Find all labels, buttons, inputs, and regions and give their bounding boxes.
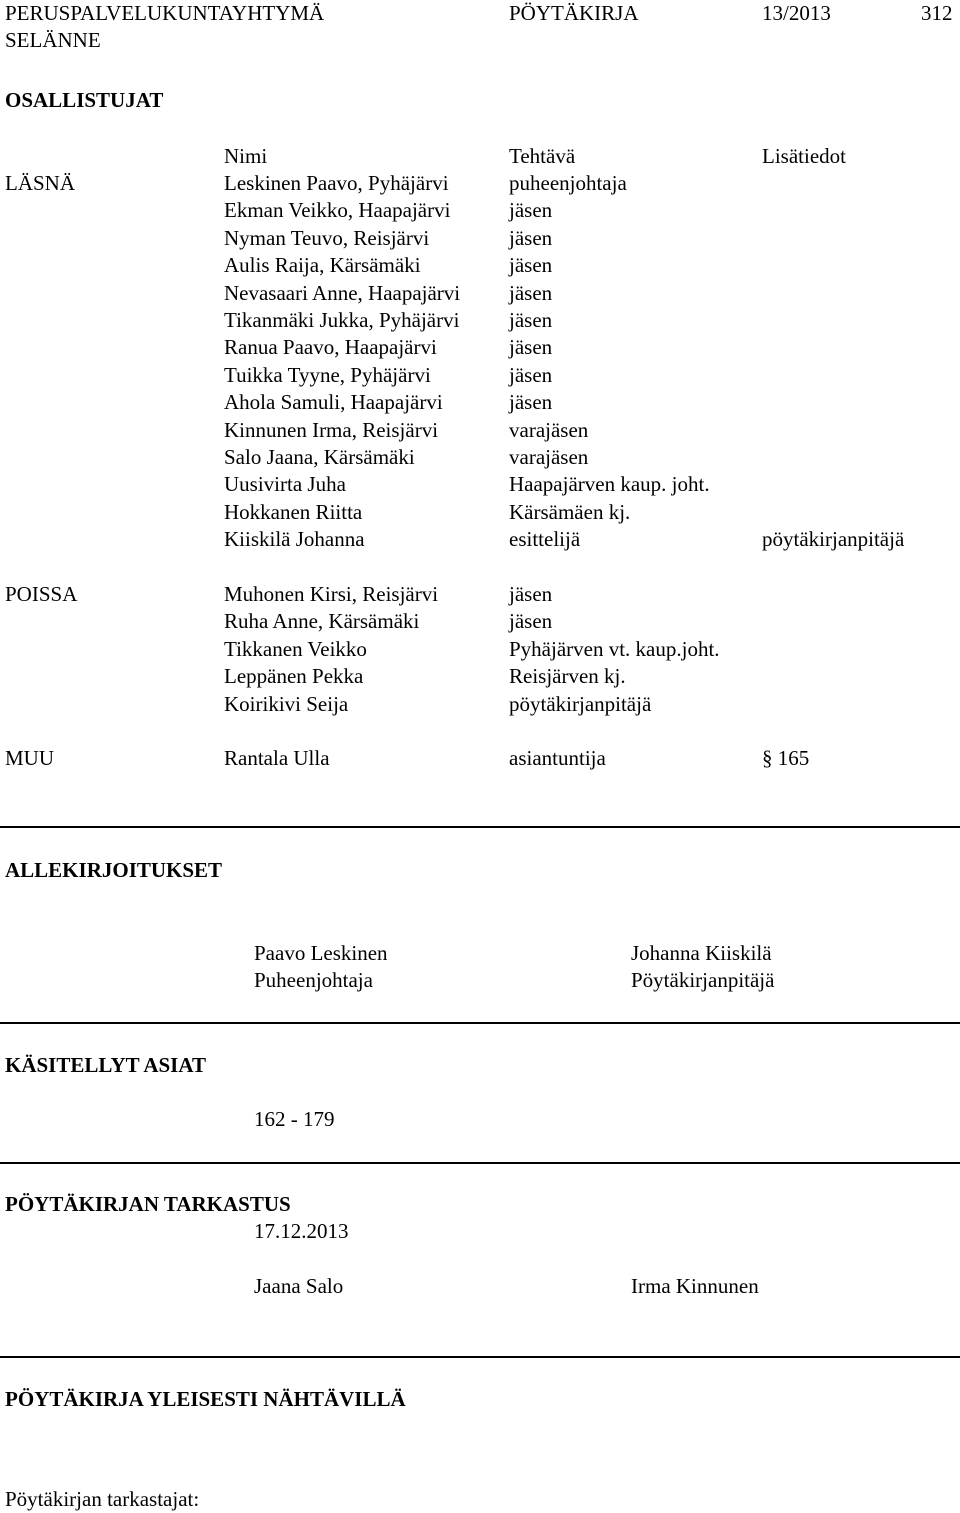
- review-heading: PÖYTÄKIRJAN TARKASTUS: [5, 1192, 291, 1216]
- issue-number: 13/2013: [762, 1, 831, 25]
- participant-name: Aulis Raija, Kärsämäki: [224, 253, 421, 278]
- items-heading: KÄSITELLYT ASIAT: [5, 1053, 206, 1077]
- other-role: asiantuntija: [509, 746, 606, 770]
- participant-role: jäsen: [509, 253, 553, 278]
- participant-role: jäsen: [509, 225, 553, 250]
- participant-role: jäsen: [509, 362, 553, 387]
- participant-name: Ahola Samuli, Haapajärvi: [224, 390, 443, 415]
- participant-role: varajäsen: [509, 445, 589, 469]
- participant-name: Ranua Paavo, Haapajärvi: [224, 335, 437, 360]
- reviewer-2: Irma Kinnunen: [631, 1274, 759, 1298]
- divider: [0, 1356, 960, 1358]
- participant-name: Koirikivi Seija: [224, 691, 349, 716]
- organization-name: PERUSPALVELUKUNTAYHTYMÄ: [5, 1, 325, 25]
- document-type: PÖYTÄKIRJA: [509, 1, 639, 25]
- participant-role: Reisjärven kj.: [509, 664, 626, 689]
- participant-name: Hokkanen Riitta: [224, 499, 363, 524]
- other-name: Rantala Ulla: [224, 746, 330, 770]
- absent-label: POISSA: [5, 582, 78, 606]
- other-label: MUU: [5, 746, 55, 770]
- column-header-info: Lisätiedot: [762, 144, 846, 168]
- participant-name: Uusivirta Juha: [224, 472, 346, 497]
- participant-name: Leskinen Paavo, Pyhäjärvi: [224, 171, 449, 195]
- participant-role: Kärsämäen kj.: [509, 499, 631, 524]
- participant-role: jäsen: [509, 308, 553, 332]
- divider: [0, 1022, 960, 1024]
- participant-name: Ekman Veikko, Haapajärvi: [224, 198, 451, 223]
- chair-title: Puheenjohtaja: [254, 968, 373, 992]
- secretary-title: Pöytäkirjanpitäjä: [631, 968, 775, 992]
- participant-name: Kinnunen Irma, Reisjärvi: [224, 417, 439, 442]
- participant-name: Nyman Teuvo, Reisjärvi: [224, 225, 430, 250]
- participant-name: Muhonen Kirsi, Reisjärvi: [224, 582, 439, 606]
- participant-role: varajäsen: [509, 417, 589, 442]
- column-header-name: Nimi: [224, 144, 268, 168]
- reviewer-1: Jaana Salo: [254, 1274, 344, 1298]
- participant-name: Kiiskilä Johanna: [224, 527, 365, 552]
- page-number: 312: [921, 1, 953, 25]
- secretary-name: Johanna Kiiskilä: [631, 941, 772, 965]
- participant-role: pöytäkirjanpitäjä: [509, 691, 652, 716]
- divider: [0, 826, 960, 828]
- column-header-role: Tehtävä: [509, 144, 576, 168]
- reviewers-label: Pöytäkirjan tarkastajat:: [5, 1487, 200, 1511]
- participant-role: jäsen: [509, 198, 553, 223]
- participant-role: jäsen: [509, 582, 553, 606]
- participant-name: Tuikka Tyyne, Pyhäjärvi: [224, 362, 431, 387]
- participant-info: pöytäkirjanpitäjä: [762, 527, 905, 552]
- participant-role: jäsen: [509, 335, 553, 360]
- chair-name: Paavo Leskinen: [254, 941, 388, 965]
- signatures-heading: ALLEKIRJOITUKSET: [5, 858, 223, 882]
- divider: [0, 1162, 960, 1164]
- participant-name: Leppänen Pekka: [224, 664, 364, 689]
- participant-role: puheenjohtaja: [509, 171, 627, 195]
- participant-name: Salo Jaana, Kärsämäki: [224, 445, 415, 469]
- participant-name: Tikkanen Veikko: [224, 636, 367, 661]
- present-label: LÄSNÄ: [5, 171, 76, 195]
- participant-role: jäsen: [509, 390, 553, 415]
- items-range: 162 - 179: [254, 1107, 335, 1131]
- participants-heading: OSALLISTUJAT: [5, 88, 164, 112]
- other-info: § 165: [762, 746, 810, 770]
- participant-name: Nevasaari Anne, Haapajärvi: [224, 280, 461, 305]
- participant-name: Ruha Anne, Kärsämäki: [224, 609, 420, 634]
- participant-name: Tikanmäki Jukka, Pyhäjärvi: [224, 308, 460, 332]
- participant-role: esittelijä: [509, 527, 581, 552]
- participant-role: Pyhäjärven vt. kaup.joht.: [509, 636, 720, 661]
- public-heading: PÖYTÄKIRJA YLEISESTI NÄHTÄVILLÄ: [5, 1387, 406, 1411]
- review-date: 17.12.2013: [254, 1219, 349, 1243]
- participant-role: jäsen: [509, 280, 553, 305]
- participant-role: Haapajärven kaup. joht.: [509, 472, 710, 497]
- participant-role: jäsen: [509, 609, 553, 634]
- organization-name-line2: SELÄNNE: [5, 28, 101, 52]
